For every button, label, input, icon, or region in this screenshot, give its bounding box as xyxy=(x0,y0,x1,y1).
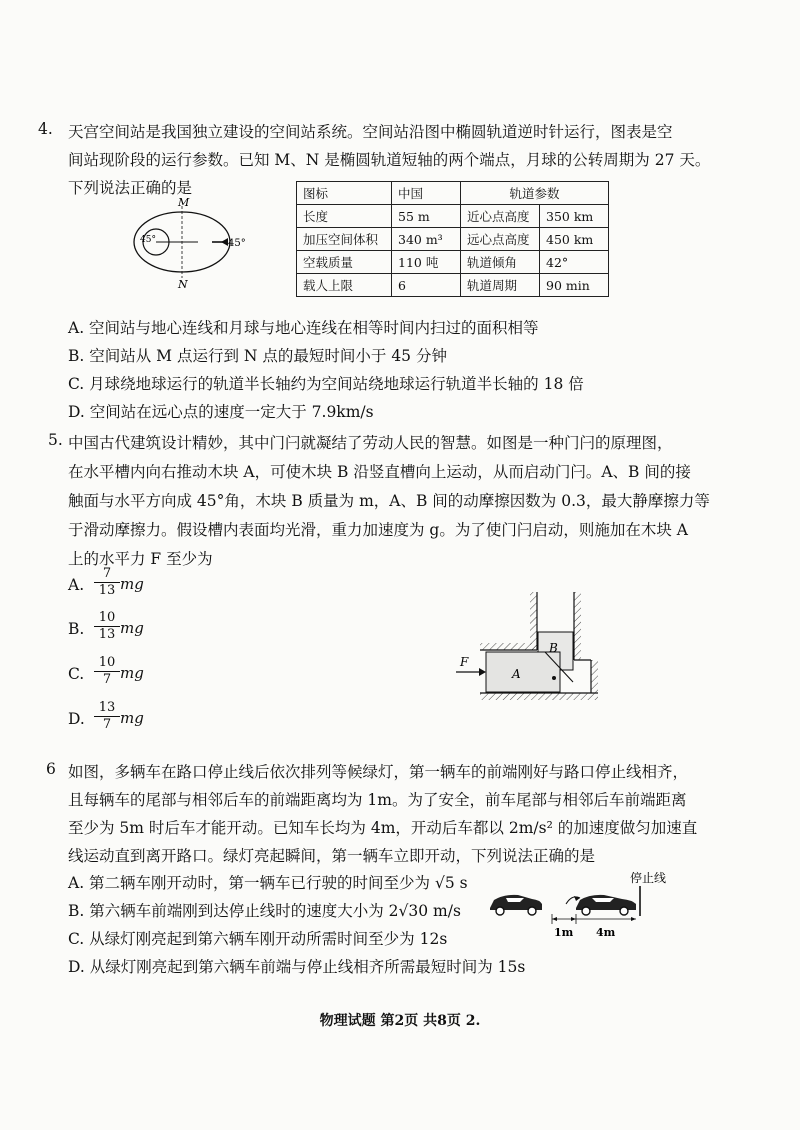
label-angle-right: 45° xyxy=(228,238,246,249)
q6-option-d: D. 从绿灯刚亮起到第六辆车前端与停止线相齐所需最短时间为 15s xyxy=(68,958,526,976)
q5-option-d-fraction xyxy=(94,700,120,733)
q5-option-b-unit: mg xyxy=(120,619,144,637)
q4-stem-line2: 间站现阶段的运行参数。已知 M、N 是椭圆轨道短轴的两个端点，月球的公转周期为 27 天。 xyxy=(68,151,711,169)
fraction-numerator: 7 xyxy=(94,566,120,583)
q5-stem-line4: 于滑动摩擦力。假设槽内表面均光滑，重力加速度为 g。为了使门闩启动，则施加在木块 A xyxy=(68,521,688,539)
label-angle-left: 45° xyxy=(140,235,156,245)
q6-option-b: B. 第六辆车前端刚到达停止线时的速度大小为 2√30 m/s xyxy=(68,902,461,920)
table-cell: 轨道参数 xyxy=(461,182,609,205)
q4-parameter-table xyxy=(296,181,609,297)
q6-cars-diagram xyxy=(480,864,690,944)
table-cell: 空载质量 xyxy=(297,251,392,274)
q4-number: 4. xyxy=(38,120,53,138)
table-cell: 长度 xyxy=(297,205,392,228)
q6-option-c: C. 从绿灯刚亮起到第六辆车刚开动所需时间至少为 12s xyxy=(68,930,448,948)
q5-option-d-unit: mg xyxy=(120,709,144,727)
q5-option-c-unit: mg xyxy=(120,664,144,682)
table-cell: 6 xyxy=(392,274,461,297)
q5-stem-line5: 上的水平力 F 至少为 xyxy=(68,550,213,568)
label-n: N xyxy=(178,278,188,291)
q5-option-d-label: D. xyxy=(68,710,85,728)
page-footer: 物理试题 第2页 共8页 2. xyxy=(319,1013,481,1029)
table-cell: 450 km xyxy=(540,228,609,251)
label-stop-line: 停止线 xyxy=(630,871,667,885)
fraction-denominator: 13 xyxy=(98,627,116,642)
fraction-denominator: 7 xyxy=(102,672,112,687)
q4-option-b: B. 空间站从 M 点运行到 N 点的最短时间小于 45 分钟 xyxy=(68,347,447,365)
q6-stem-line4: 线运动直到离开路口。绿灯亮起瞬间，第一辆车立即开动，下列说法正确的是 xyxy=(68,847,596,865)
fraction-numerator: 10 xyxy=(94,655,120,672)
table-cell: 加压空间体积 xyxy=(297,228,392,251)
q4-option-a: A. 空间站与地心连线和月球与地心连线在相等时间内扫过的面积相等 xyxy=(68,319,539,337)
car-icon xyxy=(576,895,636,915)
fraction-denominator: 13 xyxy=(98,583,116,598)
fraction-denominator: 7 xyxy=(102,717,112,732)
table-cell: 轨道倾角 xyxy=(461,251,540,274)
q6-option-a: A. 第二辆车刚开动时，第一辆车已行驶的时间至少为 √5 s xyxy=(68,874,468,892)
q5-latch-diagram xyxy=(450,590,610,710)
label-b: B xyxy=(549,641,558,655)
table-cell: 55 m xyxy=(392,205,461,228)
q6-stem-line2: 且每辆车的尾部与相邻后车的前端距离均为 1m。为了安全，前车尾部与相邻后车前端距离 xyxy=(68,791,687,809)
table-cell: 近心点高度 xyxy=(461,205,540,228)
q5-option-b-fraction xyxy=(94,610,120,643)
fraction-numerator: 13 xyxy=(94,700,120,717)
q5-option-a-fraction xyxy=(94,566,120,599)
label-car-length: 4m xyxy=(596,926,616,939)
q5-option-a-label: A. xyxy=(68,576,85,594)
q5-option-a-unit: mg xyxy=(120,575,144,593)
table-cell: 90 min xyxy=(540,274,609,297)
q4-option-c: C. 月球绕地球运行的轨道半长轴约为空间站绕地球运行轨道半长轴的 18 倍 xyxy=(68,375,584,393)
fraction-numerator: 10 xyxy=(94,610,120,627)
q4-stem-line3: 下列说法正确的是 xyxy=(68,179,193,197)
q4-option-d: D. 空间站在远心点的速度一定大于 7.9km/s xyxy=(68,403,374,421)
table-cell: 110 吨 xyxy=(392,251,461,274)
q5-stem-line2: 在水平槽内向右推动木块 A，可使木块 B 沿竖直槽向上运动，从而启动门闩。A、B 间的接 xyxy=(68,463,691,481)
car-icon xyxy=(490,895,542,915)
q5-option-c-label: C. xyxy=(68,665,85,683)
q5-option-c-fraction xyxy=(94,655,120,688)
label-f: F xyxy=(460,655,469,669)
q4-orbit-diagram xyxy=(128,196,258,296)
label-m: M xyxy=(178,196,190,209)
q6-number: 6 xyxy=(46,760,56,778)
table-cell: 载人上限 xyxy=(297,274,392,297)
label-gap: 1m xyxy=(554,926,574,939)
q4-stem-line1: 天宫空间站是我国独立建设的空间站系统。空间站沿图中椭圆轨道逆时针运行，图表是空 xyxy=(68,123,673,141)
label-a: A xyxy=(512,667,521,681)
table-cell: 42° xyxy=(540,251,609,274)
table-cell: 中国 xyxy=(392,182,461,205)
q6-stem-line1: 如图，多辆车在路口停止线后依次排列等候绿灯，第一辆车的前端刚好与路口停止线相齐， xyxy=(68,763,689,781)
q5-stem-line1: 中国古代建筑设计精妙，其中门闩就凝结了劳动人民的智慧。如图是一种门闩的原理图， xyxy=(68,434,673,452)
table-cell: 340 m³ xyxy=(392,228,461,251)
table-cell: 350 km xyxy=(540,205,609,228)
table-cell: 远心点高度 xyxy=(461,228,540,251)
table-cell: 图标 xyxy=(297,182,392,205)
table-cell: 轨道周期 xyxy=(461,274,540,297)
q5-option-b-label: B. xyxy=(68,620,85,638)
q6-stem-line3: 至少为 5m 时后车才能开动。已知车长均为 4m，开动后车都以 2m/s² 的加速度做匀加速直 xyxy=(68,819,698,837)
block-a xyxy=(486,652,560,692)
q5-stem-line3: 触面与水平方向成 45°角，木块 B 质量为 m，A、B 间的动摩擦因数为 0.3，最大静摩擦力等 xyxy=(68,492,710,510)
q5-number: 5. xyxy=(48,431,63,449)
